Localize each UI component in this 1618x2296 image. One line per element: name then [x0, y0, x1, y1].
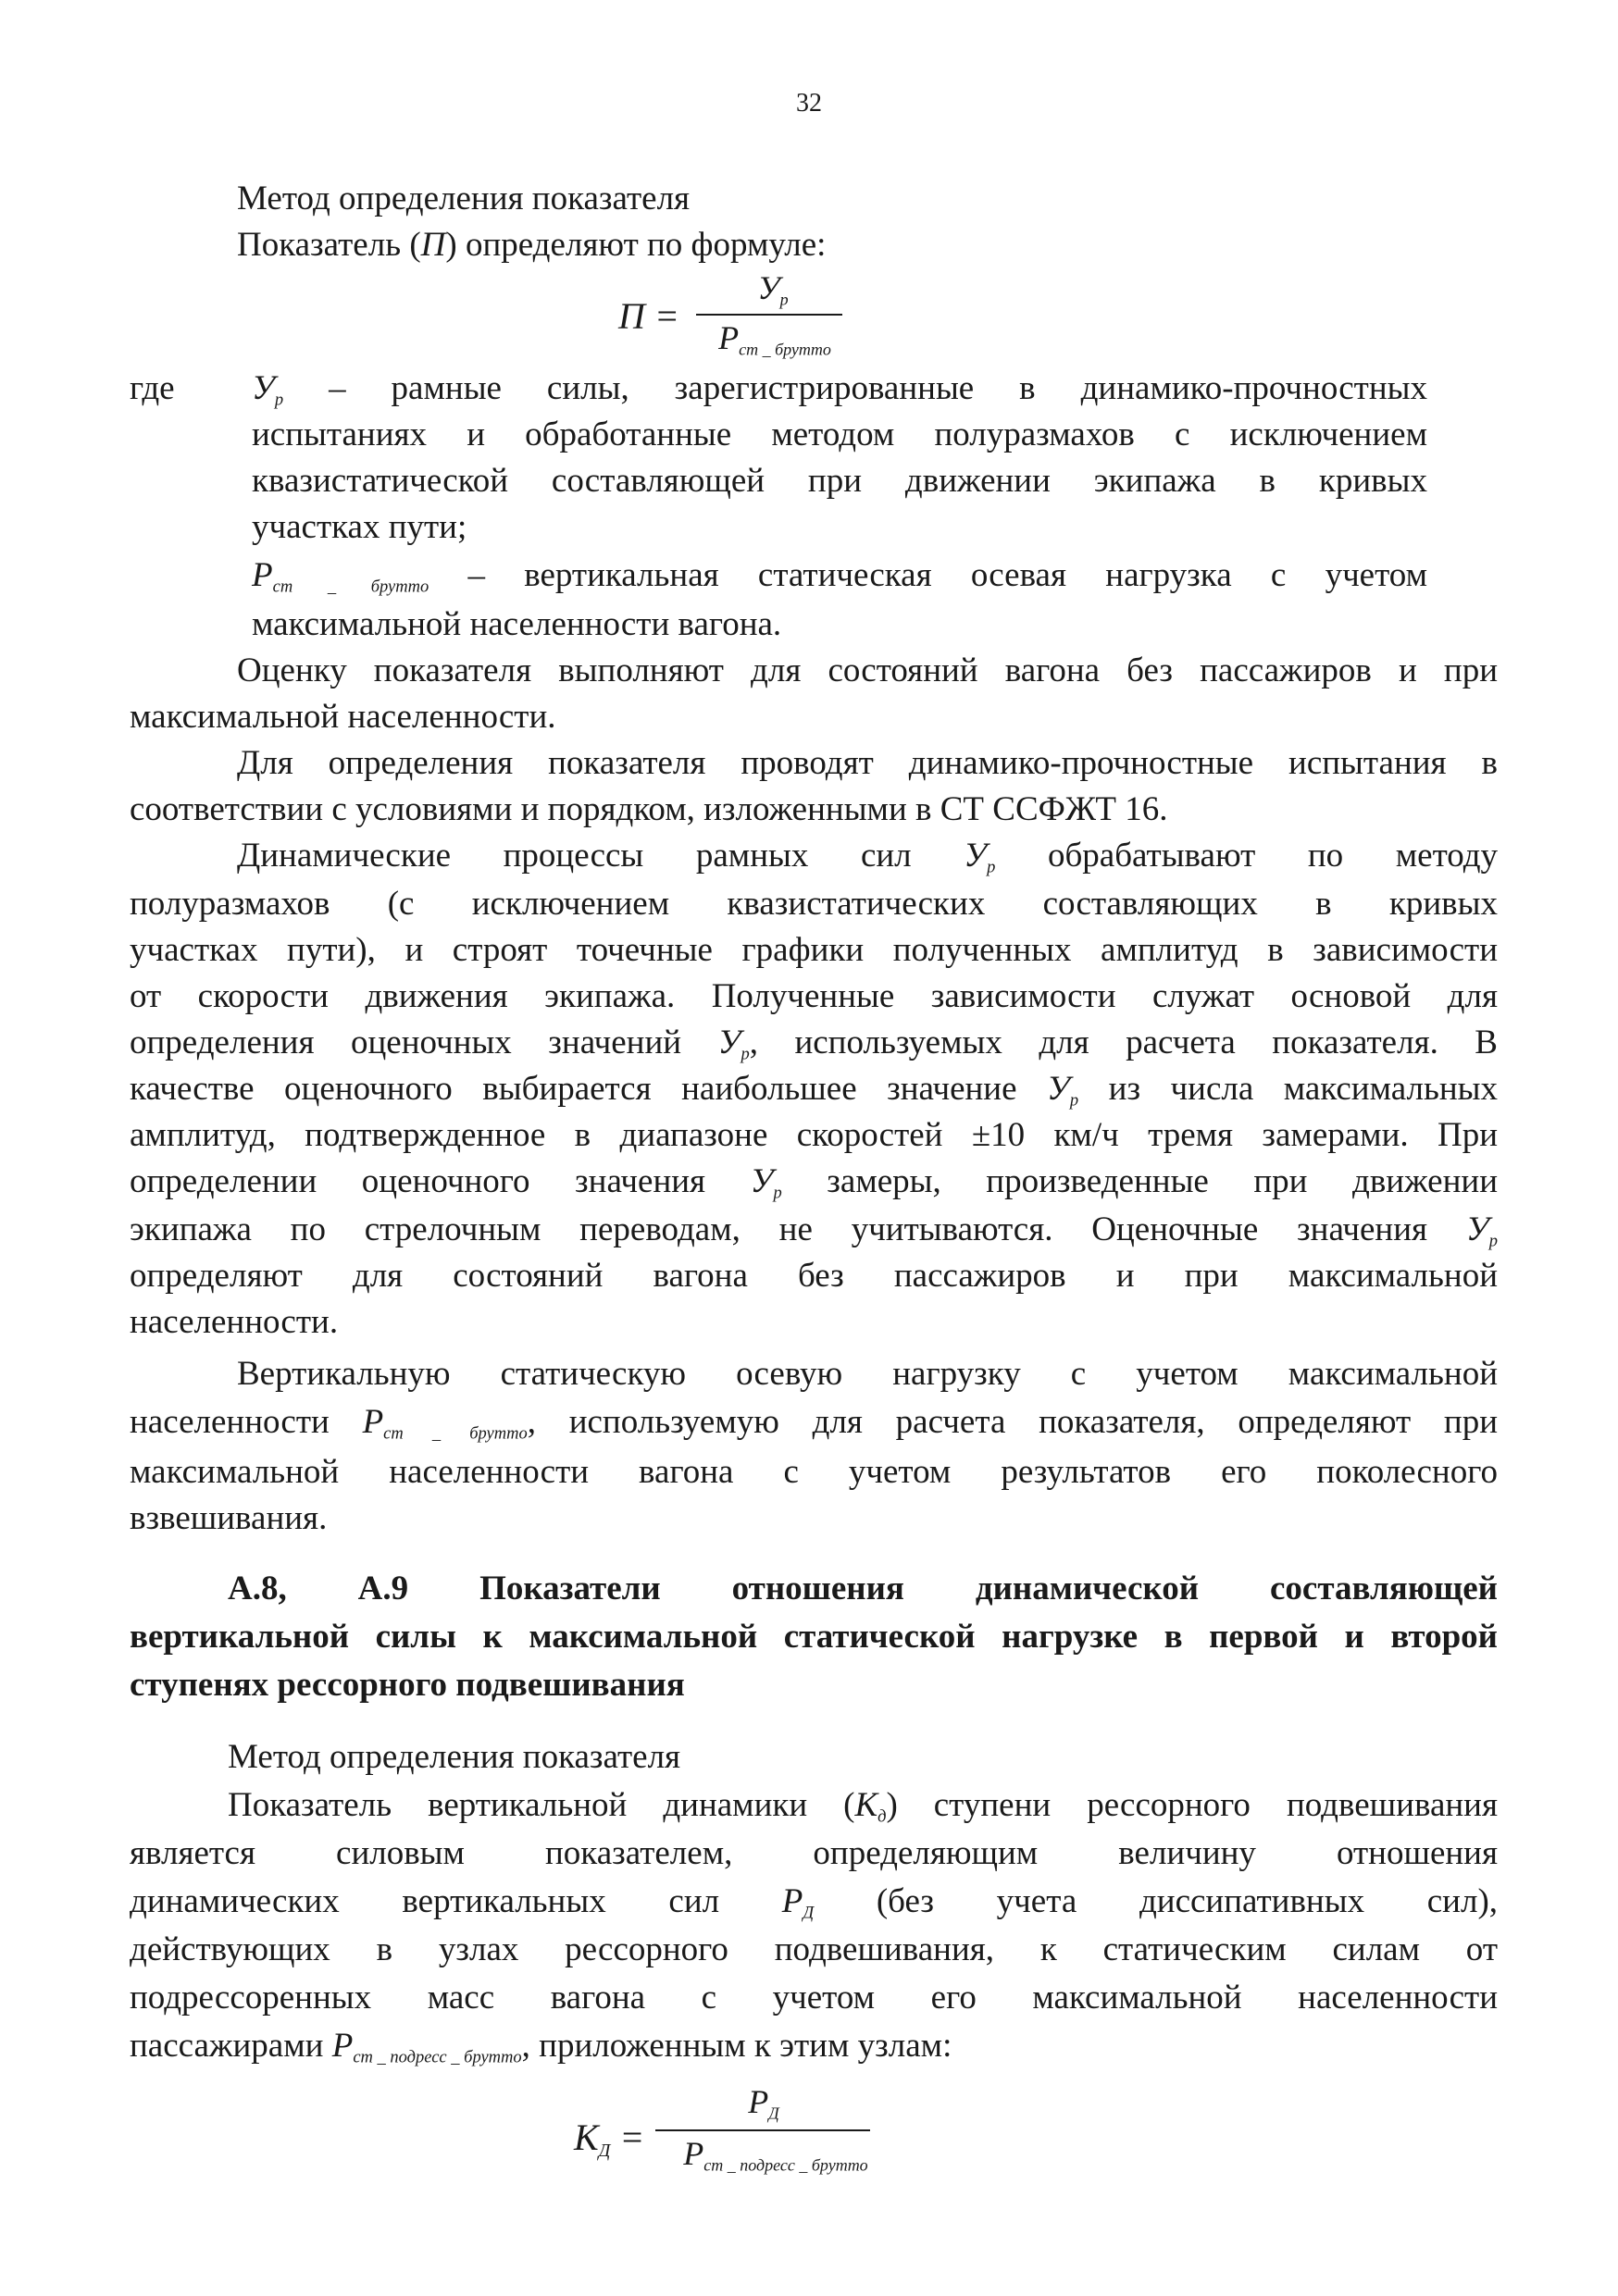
p3-line1: Динамические процессы рамных сил $У_р$ обрабатывают по методу — [237, 837, 1499, 877]
p2-line1: Для определения показателя проводят динамико-прочностные испытания в — [237, 744, 1498, 782]
p4-line4: взвешивания. — [130, 1499, 328, 1537]
s2-p1-line1: Показатель вертикальной динамики $(К_д)$ ступени рессорного подвешивания — [228, 1786, 1498, 1827]
s2-p1-line6: пассажирами $P_{ст \_ подресс \_ брутто}$, приложенным к этим узлам: — [130, 2027, 952, 2067]
section2-heading-line2: вертикальной силы к максимальной статической нагрузке в первой и второй — [130, 1618, 1498, 1656]
p3-line11: населенности. — [130, 1303, 339, 1341]
p3-line9: экипажа по стрелочным переводам, не учитываются. Оценочные значения $У_р$ — [130, 1210, 1498, 1251]
p4-line1: Вертикальную статическую осевую нагрузку с учетом максимальной — [237, 1355, 1498, 1393]
p3-line3: участках пути), и строят точечные графики полученных амплитуд в зависимости — [130, 931, 1498, 969]
def2-line1: $P_{ст \_ брутто}$ – вертикальная статическая осевая нагрузка с учетом — [252, 556, 1427, 597]
p3-line10: определяют для состояний вагона без пассажиров и при максимальной — [130, 1257, 1498, 1295]
s2-p1-line3: динамических вертикальных сил $P_Д$ (без учета диссипативных сил), — [130, 1882, 1499, 1923]
s2-p1-line5: подрессоренных масс вагона с учетом его максимальной населенности — [130, 1979, 1498, 2017]
section2-heading-line3: ступенях рессорного подвешивания — [130, 1666, 685, 1704]
p3-line8: определении оценочного значения $У_р$ замеры, произведенные при движении — [130, 1162, 1499, 1203]
def1-line2: испытаниях и обработанные методом полуразмахов с исключением — [252, 416, 1427, 453]
def1-line4: участках пути; — [252, 508, 467, 546]
p3-line2: полуразмахов (с исключением квазистатических составляющих в кривых — [130, 885, 1498, 923]
p1-line1: Оценку показателя выполняют для состояний вагона без пассажиров и при — [237, 652, 1498, 689]
s2-p1-line4: действующих в узлах рессорного подвешивания, к статическим силам от — [130, 1930, 1498, 1968]
page-number: 32 — [796, 89, 822, 118]
p3-line4: от скорости движения экипажа. Полученные зависимости служат основой для — [130, 977, 1498, 1015]
method-heading: Метод определения показателя — [237, 180, 691, 217]
where-word: где — [130, 369, 175, 407]
def2-line2: максимальной населенности вагона. — [252, 605, 782, 643]
section2-method-heading: Метод определения показателя — [228, 1738, 681, 1776]
p2-line2: соответствии с условиями и порядком, изложенными в СТ ССФЖТ 16. — [130, 790, 1168, 828]
section2-heading-line1: А.8, А.9 Показатели отношения динамической составляющей — [228, 1570, 1498, 1607]
p4-line2: населенности $P_{ст \_ брутто}$, используемую для расчета показателя, определяют при — [130, 1403, 1498, 1444]
p4-line3: максимальной населенности вагона с учетом результатов его поколесного — [130, 1453, 1498, 1491]
def1-line3: квазистатической составляющей при движении экипажа в кривых — [252, 462, 1427, 500]
p3-line6: качестве оценочного выбирается наибольшее значение $У_р$ из числа максимальных — [130, 1070, 1499, 1111]
formula-intro: Показатель (П) определяют по формуле: — [237, 226, 827, 264]
p3-line5: определения оценочных значений $У_р$, используемых для расчета показателя. В — [130, 1024, 1498, 1064]
s2-p1-line2: является силовым показателем, определяющим величину отношения — [130, 1834, 1498, 1872]
p1-line2: максимальной населенности. — [130, 698, 556, 736]
p3-line7: амплитуд, подтвержденное в диапазоне скоростей ±10 км/ч тремя замерами. При — [130, 1116, 1498, 1154]
def1-line1: $У_р$ – рамные силы, зарегистрированные в динамико-прочностных — [252, 369, 1427, 410]
